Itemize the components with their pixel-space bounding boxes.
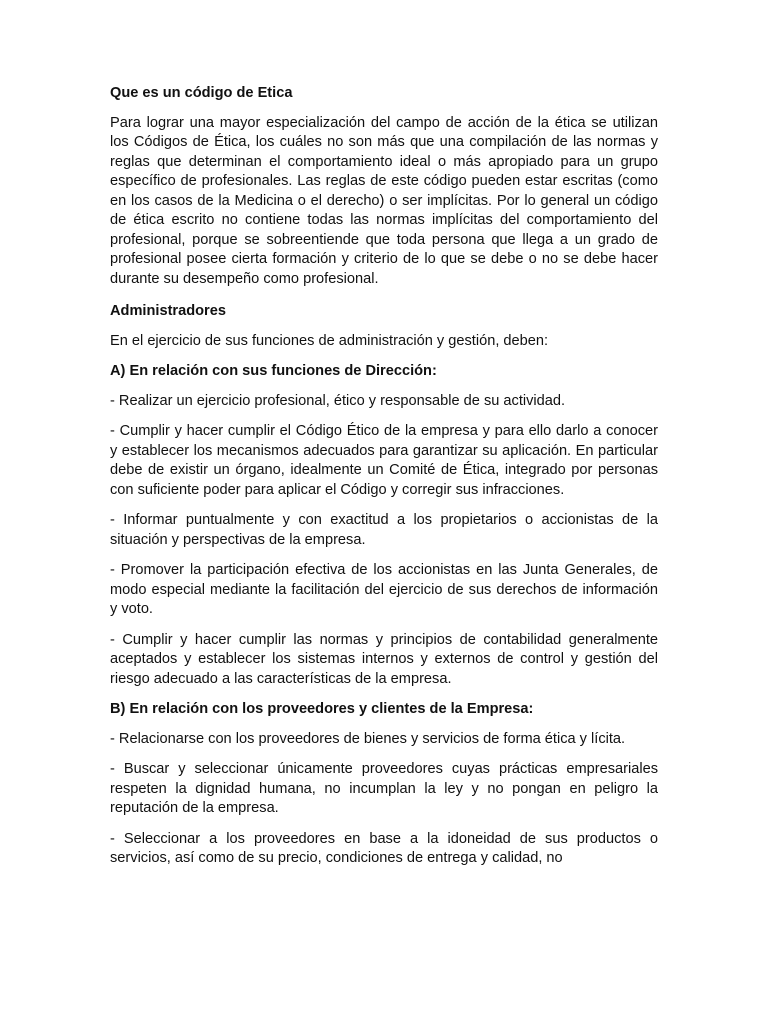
list-item: - Seleccionar a los proveedores en base a la idoneidad de sus productos o servicios, así como de su precio, condiciones de entrega y calidad, no bbox=[110, 830, 658, 866]
list-item: - Realizar un ejercicio profesional, ético y responsable de su actividad. bbox=[110, 392, 566, 409]
section-intro: En el ejercicio de sus funciones de administración y gestión, deben: bbox=[110, 332, 549, 349]
document-title: Que es un código de Etica bbox=[110, 85, 293, 101]
document-page bbox=[110, 84, 658, 880]
list-item: - Informar puntualmente y con exactitud a los propietarios o accionistas de la situación y perspectivas de la empresa. bbox=[110, 512, 658, 548]
list-item: - Cumplir y hacer cumplir las normas y principios de contabilidad generalmente aceptados y establecer los sistemas internos y externos de control y gestión del riesgo adecuado a las características de la empresa. bbox=[110, 631, 658, 687]
list-item: - Promover la participación efectiva de los accionistas en las Junta Generales, de modo especial mediante la facilitación del ejercicio de sus derechos de información y voto. bbox=[110, 562, 658, 617]
list-item: - Relacionarse con los proveedores de bienes y servicios de forma ética y lícita. bbox=[110, 730, 626, 747]
subsection-a-title: A) En relación con sus funciones de Dirección: bbox=[110, 363, 437, 379]
intro-paragraph: Para lograr una mayor especialización del campo de acción de la ética se utilizan los Códigos de Ética, los cuáles no son más que una compilación de las normas y reglas que determinan el comportamiento ideal o más apropiado para un grupo específico de profesionales. Las reglas de este código pueden estar escritas (como en los casos de la Medicina o el derecho) o ser implícitas. Por lo general un código de ética escrito no contiene todas las normas implícitas del comportamiento del profesional, porque se sobreentiende que toda persona que llega a un grado de profesional posee cierta formación y criterio de lo que se debe o no se debe hacer durante su desempeño como profesional. bbox=[110, 114, 658, 287]
list-item: - Cumplir y hacer cumplir el Código Ético de la empresa y para ello darlo a conocer y establecer los mecanismos adecuados para garantizar su aplicación. En particular debe de existir un órgano, idealmente un Comité de Ética, integrado por personas con suficiente poder para aplicar el Código y corregir sus infracciones. bbox=[110, 423, 658, 498]
section-title-administradores: Administradores bbox=[110, 303, 226, 319]
subsection-b-title: B) En relación con los proveedores y clientes de la Empresa: bbox=[110, 701, 534, 717]
list-item: - Buscar y seleccionar únicamente proveedores cuyas prácticas empresariales respeten la dignidad humana, no incumplan la ley y no pongan en peligro la reputación de la empresa. bbox=[110, 761, 658, 816]
